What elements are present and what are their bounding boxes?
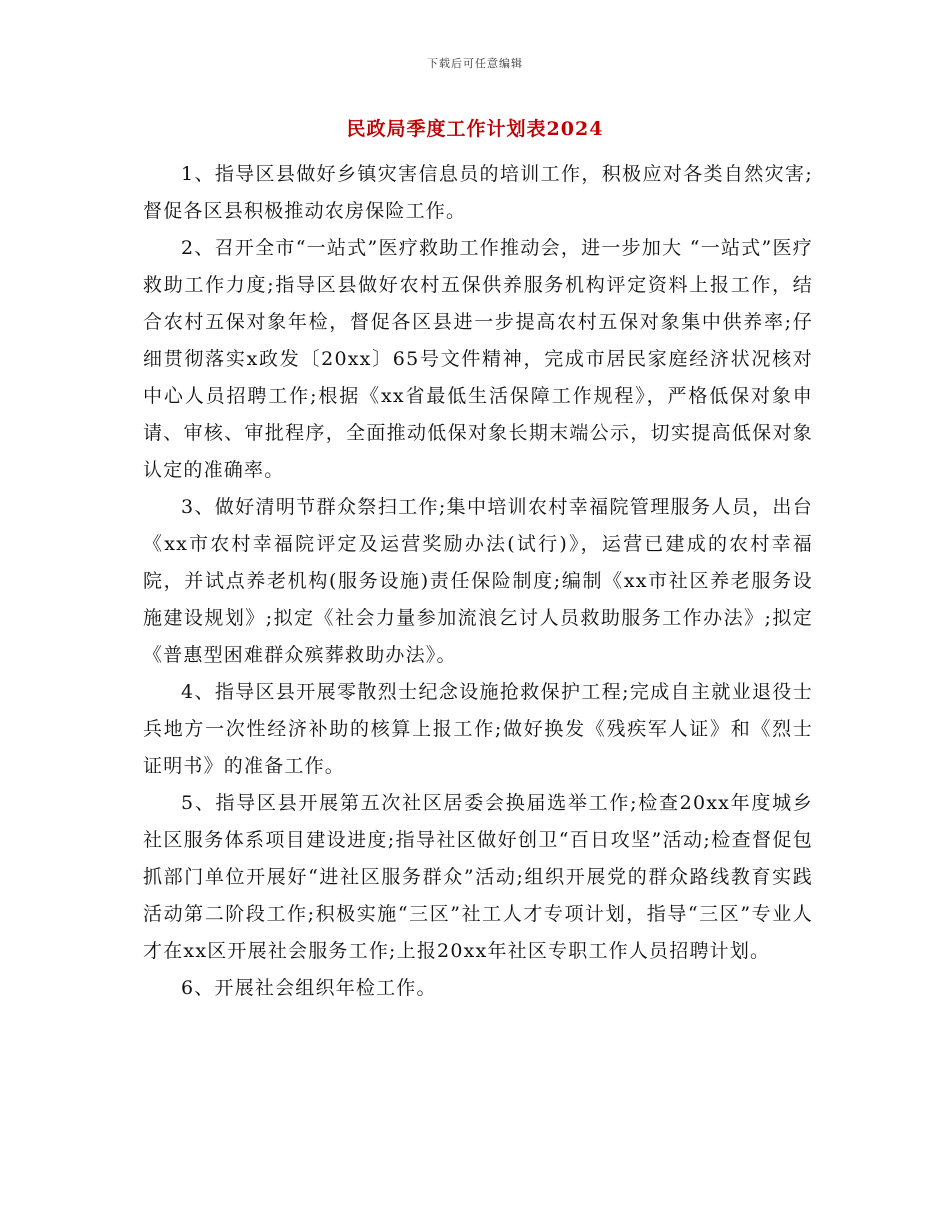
- paragraph-1: 1、指导区县做好乡镇灾害信息员的培训工作，积极应对各类自然灾害;督促各区县积极推动农房保险工作。: [143, 163, 813, 222]
- header-note: 下载后可任意编辑: [427, 57, 523, 70]
- paragraph-3: 3、做好清明节群众祭扫工作;集中培训农村幸福院管理服务人员，出台《xx市农村幸福院评定及运营奖励办法(试行)》，运营已建成的农村幸福院，并试点养老机构(服务设施)责任保险制度;编制《xx市社区养老服务设施建设规划》;拟定《社会力量参加流浪乞讨人员救助服务工作办法》;拟定《普惠型困难群众殡葬救助办法》。: [143, 496, 813, 666]
- paragraph-2: 2、召开全市“一站式”医疗救助工作推动会，进一步加大 “一站式”医疗救助工作力度;指导区县做好农村五保供养服务机构评定资料上报工作，结合农村五保对象年检，督促各区县进一步提高农村五保对象集中供养率;仔细贯彻落实x政发〔20xx〕65号文件精神，完成市居民家庭经济状况核对中心人员招聘工作;根据《xx省最低生活保障工作规程》，严格低保对象申请、审核、审批程序，全面推动低保对象长期末端公示，切实提高低保对象认定的准确率。: [143, 237, 813, 481]
- document-body: [143, 156, 813, 1007]
- paragraph-6: 6、开展社会组织年检工作。: [181, 977, 437, 999]
- paragraph-4: 4、指导区县开展零散烈士纪念设施抢救保护工程;完成自主就业退役士兵地方一次性经济补助的核算上报工作;做好换发《残疾军人证》和《烈士证明书》的准备工作。: [143, 681, 813, 777]
- document-title: 民政局季度工作计划表2024: [346, 118, 604, 140]
- paragraph-5: 5、指导区县开展第五次社区居委会换届选举工作;检查20xx年度城乡社区服务体系项目建设进度;指导社区做好创卫“百日攻坚”活动;检查督促包抓部门单位开展好“进社区服务群众”活动;组织开展党的群众路线教育实践活动第二阶段工作;积极实施“三区”社工人才专项计划，指导“三区”专业人才在xx区开展社会服务工作;上报20xx年社区专职工作人员招聘计划。: [143, 792, 813, 962]
